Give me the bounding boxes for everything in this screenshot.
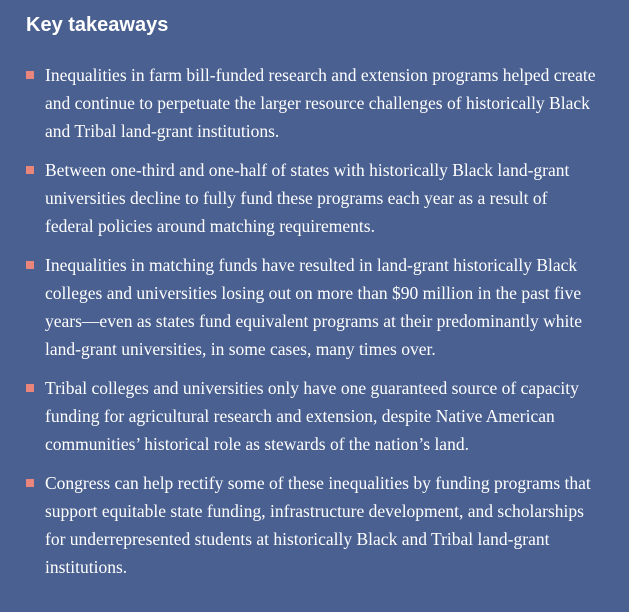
list-item: [26, 61, 599, 145]
list-item-text: Inequalities in matching funds have resulted in land-grant historically Black colleges and universities losing out on more than $90 million in the past five years—even as states fund equivalent programs at their predominantly white land-grant universities, in some cases, many times over.: [45, 255, 582, 359]
list-item: [26, 374, 599, 458]
takeaways-list: [26, 61, 599, 581]
list-item: [26, 251, 599, 363]
square-bullet-icon: [26, 479, 34, 487]
square-bullet-icon: [26, 261, 34, 269]
list-item: [26, 156, 599, 240]
list-item-text: Congress can help rectify some of these inequalities by funding programs that support equitable state funding, infrastructure development, and scholarships for underrepresented students at historically Black and Tribal land-grant institutions.: [45, 473, 591, 577]
square-bullet-icon: [26, 71, 34, 79]
square-bullet-icon: [26, 384, 34, 392]
list-item: [26, 469, 599, 581]
list-item-text: Between one-third and one-half of states with historically Black land-grant universities decline to fully fund these programs each year as a result of federal policies around matching requirements.: [45, 160, 570, 236]
list-item-text: Tribal colleges and universities only have one guaranteed source of capacity funding for agricultural research and extension, despite Native American communities’ historical role as stewards of the nation’s land.: [45, 378, 579, 454]
square-bullet-icon: [26, 166, 34, 174]
panel-title: Key takeaways: [26, 14, 169, 36]
list-item-text: Inequalities in farm bill-funded research and extension programs helped create and continue to perpetuate the larger resource challenges of historically Black and Tribal land-grant institutions.: [45, 65, 596, 141]
